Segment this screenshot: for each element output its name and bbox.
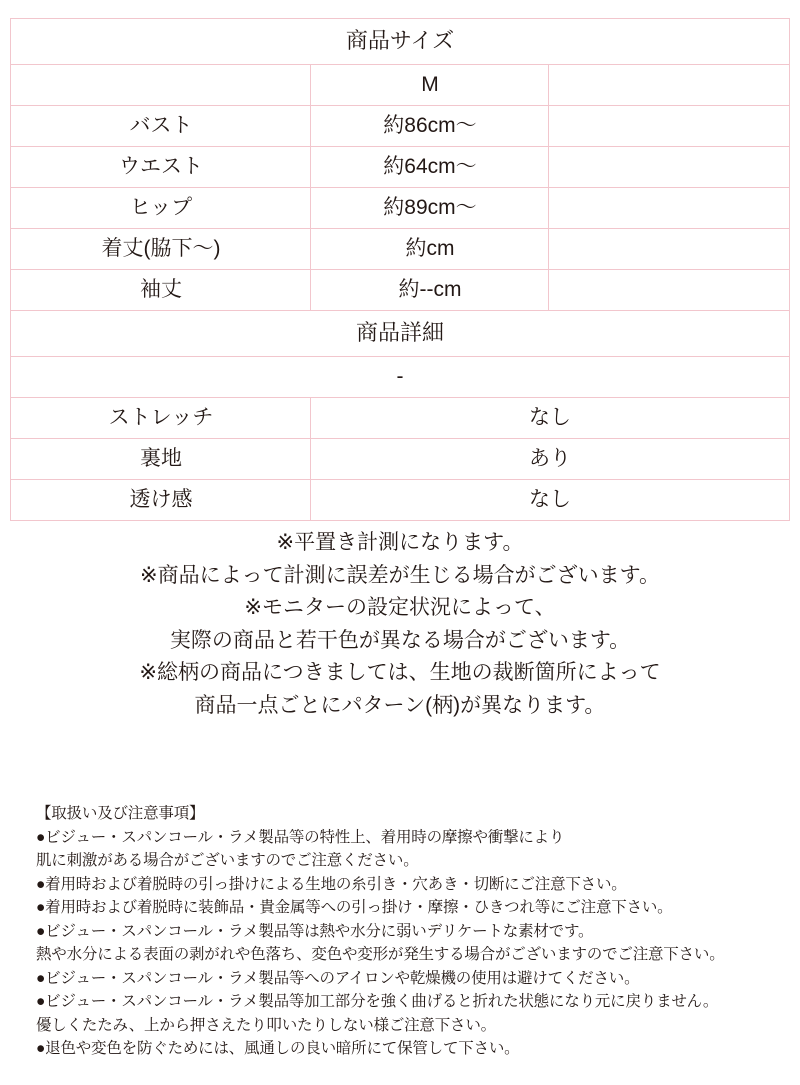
detail-row-label: 裏地: [11, 439, 311, 480]
table-row: [11, 439, 789, 480]
product-size-info-page: [0, 18, 800, 1085]
note-line: 実際の商品と若干色が異なる場合がございます。: [169, 628, 631, 652]
detail-row-label: ストレッチ: [11, 398, 311, 439]
table-row: [11, 147, 789, 188]
detail-value: -: [11, 357, 789, 398]
row-value: 約86cm～: [311, 106, 549, 147]
table-row: [11, 188, 789, 229]
row-value: 約89cm～: [311, 188, 549, 229]
row-blank: [549, 147, 789, 188]
size-header-empty-cell: [549, 65, 789, 106]
table-row: [11, 398, 789, 439]
caution-line: ●ビジュー・スパンコール・ラメ製品等加工部分を強く曲げると折れた状態になり元に戻りません。: [36, 993, 719, 1011]
detail-table-title: 商品詳細: [11, 311, 789, 357]
row-value: 約64cm～: [311, 147, 549, 188]
row-blank: [549, 106, 789, 147]
size-table-title: 商品サイズ: [11, 19, 789, 65]
handling-caution-block: [36, 802, 766, 1061]
table-row: [11, 229, 789, 270]
row-blank: [549, 188, 789, 229]
row-value: 約--cm: [311, 270, 549, 311]
caution-title: 【取扱い及び注意事項】: [36, 805, 205, 822]
detail-row-value: なし: [311, 398, 789, 439]
table-row-detail-title: [11, 311, 789, 357]
table-row: [11, 270, 789, 311]
caution-line: 優しくたたみ、上から押さえたり叩いたりしない様ご注意下さい。: [36, 1016, 496, 1034]
row-value: 約cm: [311, 229, 549, 270]
table-row-size-title: [11, 19, 789, 65]
table-row: [11, 106, 789, 147]
detail-row-value: なし: [311, 480, 789, 521]
caution-line: ●ビジュー・スパンコール・ラメ製品等は熱や水分に弱いデリケートな素材です。: [36, 922, 594, 940]
table-row-detail-value: [11, 357, 789, 398]
size-header-blank-cell: [11, 65, 311, 106]
table-row-size-header: [11, 65, 789, 106]
table-row: [11, 480, 789, 521]
caution-line: 熱や水分による表面の剥がれや色落ち、変色や変形が発生する場合がございますのでご注意下さい。: [36, 946, 725, 964]
row-label: 袖丈: [11, 270, 311, 311]
note-line: ※平置き計測になります。: [276, 531, 524, 554]
note-line: ※商品によって計測に誤差が生じる場合がございます。: [140, 563, 660, 587]
caution-line: ●退色や変色を防ぐためには、風通しの良い暗所にて保管して下さい。: [36, 1040, 520, 1058]
note-line: 商品一点ごとにパターン(柄)が異なります。: [194, 693, 606, 717]
caution-line: ●ビジュー・スパンコール・ラメ製品等へのアイロンや乾燥機の使用は避けてください。: [36, 969, 640, 987]
size-header-m: M: [311, 65, 549, 106]
row-label: バスト: [11, 106, 311, 147]
row-label: ヒップ: [11, 188, 311, 229]
caution-line: ●着用時および着脱時の引っ掛けによる生地の糸引き・穴あき・切断にご注意下さい。: [36, 875, 627, 893]
caution-line: ●着用時および着脱時に装飾品・貴金属等への引っ掛け・摩擦・ひきつれ等にご注意下さい。: [36, 899, 673, 917]
note-line: ※モニターの設定状況によって、: [244, 596, 556, 620]
measurement-notes: [11, 527, 789, 722]
note-line: ※総柄の商品につきましては、生地の裁断箇所によって: [139, 661, 661, 685]
size-detail-table: [10, 18, 789, 521]
row-label: 着丈(脇下～): [11, 229, 311, 270]
row-label: ウエスト: [11, 147, 311, 188]
row-blank: [549, 270, 789, 311]
detail-row-value: あり: [311, 439, 789, 480]
caution-line: ●ビジュー・スパンコール・ラメ製品等の特性上、着用時の摩擦や衝撃により: [36, 828, 565, 846]
detail-row-label: 透け感: [11, 480, 311, 521]
row-blank: [549, 229, 789, 270]
caution-line: 肌に刺激がある場合がございますのでご注意ください。: [36, 852, 419, 870]
